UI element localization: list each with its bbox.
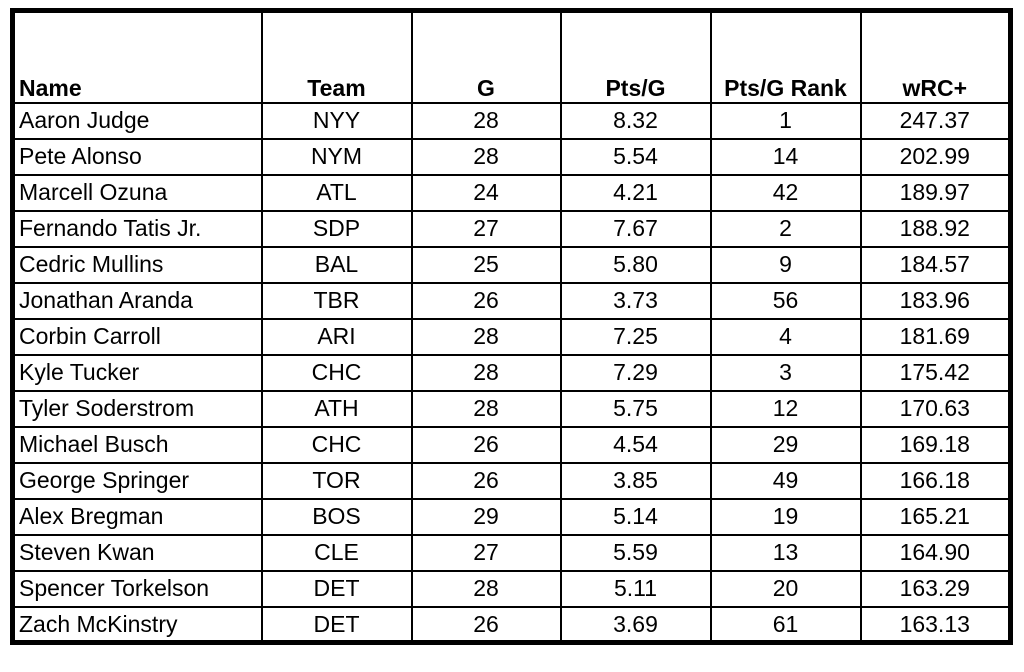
table-row [13, 535, 1011, 571]
table-row [13, 391, 1011, 427]
cell-team: CHC [262, 355, 412, 391]
cell-name: Tyler Soderstrom [13, 391, 262, 427]
cell-team: NYY [262, 103, 412, 139]
cell-team: ATL [262, 175, 412, 211]
cell-ptsg: 3.69 [561, 607, 711, 643]
column-header-team: Team [262, 11, 412, 103]
cell-g: 26 [412, 607, 561, 643]
column-header-pts-per-g: Pts/G [561, 11, 711, 103]
cell-ptsg: 5.75 [561, 391, 711, 427]
cell-ptsg_rank: 13 [711, 535, 861, 571]
cell-g: 28 [412, 355, 561, 391]
cell-g: 29 [412, 499, 561, 535]
cell-wrc_plus: 175.42 [861, 355, 1011, 391]
cell-team: TOR [262, 463, 412, 499]
cell-g: 25 [412, 247, 561, 283]
cell-wrc_plus: 164.90 [861, 535, 1011, 571]
cell-g: 26 [412, 283, 561, 319]
cell-name: Jonathan Aranda [13, 283, 262, 319]
table-row [13, 139, 1011, 175]
cell-wrc_plus: 163.13 [861, 607, 1011, 643]
column-header-wrc-plus: wRC+ [861, 11, 1011, 103]
cell-wrc_plus: 163.29 [861, 571, 1011, 607]
table-row [13, 247, 1011, 283]
cell-ptsg: 5.59 [561, 535, 711, 571]
cell-g: 28 [412, 319, 561, 355]
cell-ptsg: 7.25 [561, 319, 711, 355]
cell-g: 27 [412, 535, 561, 571]
cell-ptsg_rank: 12 [711, 391, 861, 427]
cell-ptsg: 4.21 [561, 175, 711, 211]
table-row [13, 499, 1011, 535]
cell-wrc_plus: 247.37 [861, 103, 1011, 139]
cell-team: SDP [262, 211, 412, 247]
cell-ptsg: 7.67 [561, 211, 711, 247]
table-row [13, 175, 1011, 211]
cell-ptsg_rank: 61 [711, 607, 861, 643]
cell-ptsg: 7.29 [561, 355, 711, 391]
cell-ptsg: 5.11 [561, 571, 711, 607]
cell-team: NYM [262, 139, 412, 175]
table-row [13, 355, 1011, 391]
cell-team: DET [262, 571, 412, 607]
cell-wrc_plus: 181.69 [861, 319, 1011, 355]
cell-name: Cedric Mullins [13, 247, 262, 283]
table-row [13, 571, 1011, 607]
cell-team: CHC [262, 427, 412, 463]
cell-team: ATH [262, 391, 412, 427]
column-header-name: Name [13, 11, 262, 103]
cell-ptsg: 8.32 [561, 103, 711, 139]
cell-g: 24 [412, 175, 561, 211]
cell-name: Corbin Carroll [13, 319, 262, 355]
cell-ptsg: 5.54 [561, 139, 711, 175]
cell-ptsg_rank: 56 [711, 283, 861, 319]
table-row [13, 607, 1011, 643]
cell-ptsg_rank: 1 [711, 103, 861, 139]
table-row [13, 211, 1011, 247]
table-row [13, 319, 1011, 355]
cell-wrc_plus: 188.92 [861, 211, 1011, 247]
table-row [13, 103, 1011, 139]
cell-wrc_plus: 184.57 [861, 247, 1011, 283]
cell-name: Steven Kwan [13, 535, 262, 571]
cell-name: Fernando Tatis Jr. [13, 211, 262, 247]
cell-name: Spencer Torkelson [13, 571, 262, 607]
cell-g: 28 [412, 571, 561, 607]
cell-name: Alex Bregman [13, 499, 262, 535]
cell-team: ARI [262, 319, 412, 355]
cell-name: Aaron Judge [13, 103, 262, 139]
cell-wrc_plus: 183.96 [861, 283, 1011, 319]
header-row [13, 11, 1011, 103]
cell-name: George Springer [13, 463, 262, 499]
cell-g: 28 [412, 103, 561, 139]
cell-ptsg_rank: 3 [711, 355, 861, 391]
table-row [13, 463, 1011, 499]
cell-wrc_plus: 202.99 [861, 139, 1011, 175]
cell-ptsg_rank: 2 [711, 211, 861, 247]
cell-ptsg_rank: 42 [711, 175, 861, 211]
cell-g: 26 [412, 463, 561, 499]
cell-wrc_plus: 189.97 [861, 175, 1011, 211]
cell-ptsg: 4.54 [561, 427, 711, 463]
cell-g: 26 [412, 427, 561, 463]
cell-ptsg: 3.73 [561, 283, 711, 319]
table-body [13, 103, 1011, 643]
cell-team: CLE [262, 535, 412, 571]
cell-g: 28 [412, 139, 561, 175]
cell-team: DET [262, 607, 412, 643]
cell-wrc_plus: 170.63 [861, 391, 1011, 427]
table-row [13, 427, 1011, 463]
cell-g: 28 [412, 391, 561, 427]
player-stats-table [10, 8, 1013, 645]
cell-name: Zach McKinstry [13, 607, 262, 643]
cell-ptsg_rank: 9 [711, 247, 861, 283]
cell-ptsg: 5.14 [561, 499, 711, 535]
player-stats-table-container [10, 8, 1013, 645]
cell-ptsg_rank: 19 [711, 499, 861, 535]
cell-name: Pete Alonso [13, 139, 262, 175]
cell-ptsg_rank: 14 [711, 139, 861, 175]
cell-wrc_plus: 169.18 [861, 427, 1011, 463]
cell-ptsg_rank: 29 [711, 427, 861, 463]
cell-ptsg: 3.85 [561, 463, 711, 499]
cell-ptsg_rank: 20 [711, 571, 861, 607]
column-header-games: G [412, 11, 561, 103]
cell-team: TBR [262, 283, 412, 319]
cell-name: Michael Busch [13, 427, 262, 463]
cell-team: BAL [262, 247, 412, 283]
table-row [13, 283, 1011, 319]
cell-name: Kyle Tucker [13, 355, 262, 391]
cell-team: BOS [262, 499, 412, 535]
cell-name: Marcell Ozuna [13, 175, 262, 211]
cell-ptsg_rank: 49 [711, 463, 861, 499]
column-header-ptsg-rank: Pts/G Rank [711, 11, 861, 103]
cell-wrc_plus: 166.18 [861, 463, 1011, 499]
cell-g: 27 [412, 211, 561, 247]
cell-ptsg: 5.80 [561, 247, 711, 283]
cell-wrc_plus: 165.21 [861, 499, 1011, 535]
cell-ptsg_rank: 4 [711, 319, 861, 355]
